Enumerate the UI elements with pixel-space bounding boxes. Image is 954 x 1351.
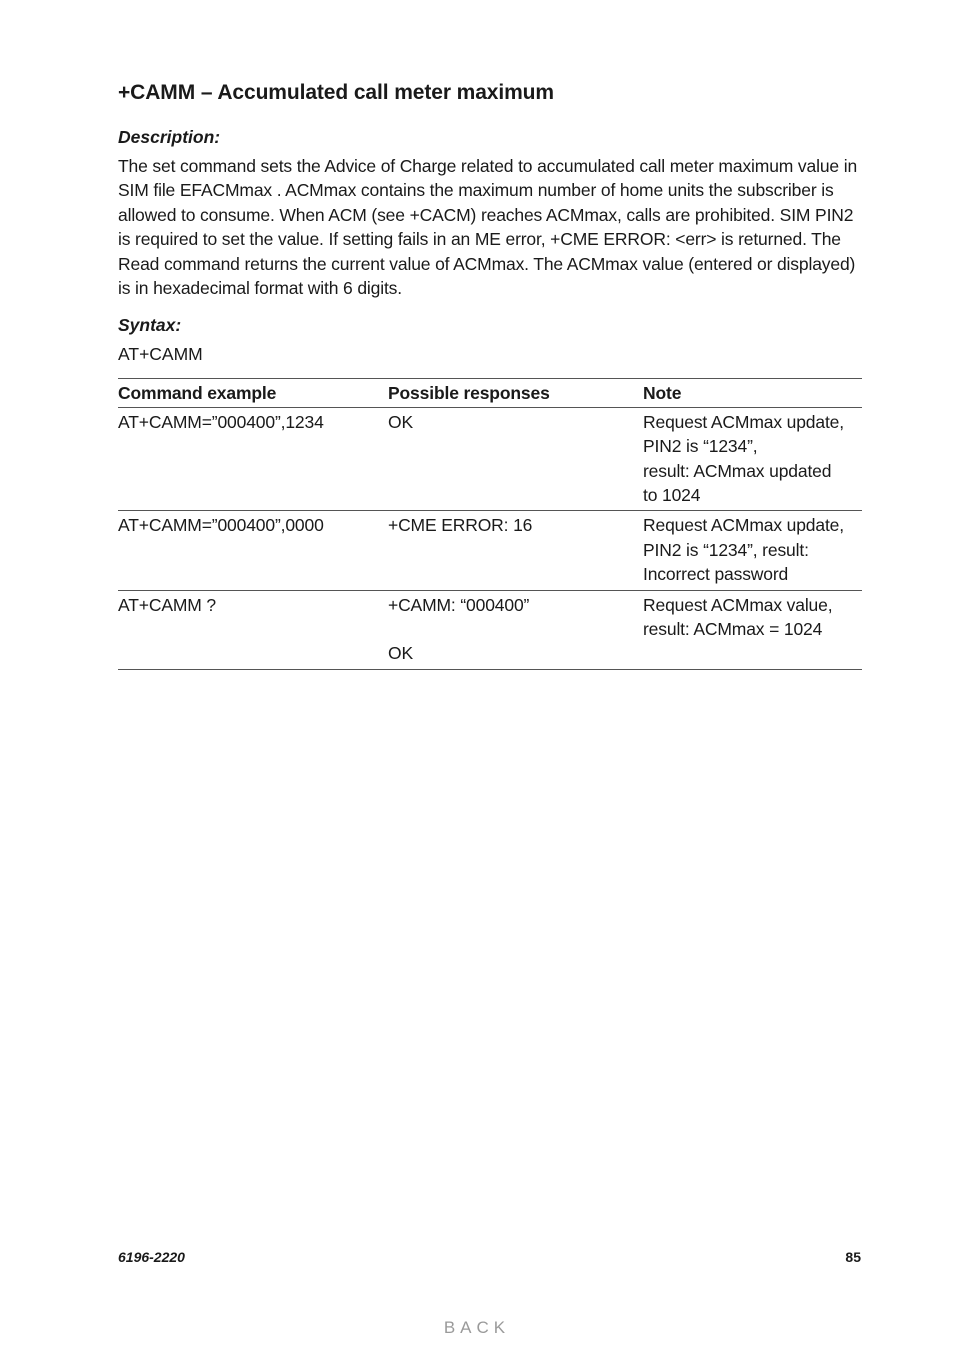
header-command-example: Command example — [118, 383, 277, 404]
command-cell — [118, 590, 388, 669]
response-spacer — [388, 617, 643, 641]
table-header-row — [118, 379, 862, 407]
table-row — [118, 590, 862, 669]
command-table — [118, 378, 862, 669]
back-link[interactable]: BACK — [443, 1318, 511, 1337]
command-text: AT+CAMM ? — [118, 594, 216, 615]
response-line: +CAMM: “000400” — [388, 594, 530, 615]
response-cell — [388, 511, 643, 590]
command-cell — [118, 407, 388, 511]
description-heading: Description: — [118, 127, 221, 147]
response-line: OK — [388, 411, 413, 432]
note-line: PIN2 is “1234”, — [643, 436, 758, 457]
command-text: AT+CAMM=”000400”,0000 — [118, 515, 324, 536]
note-line: result: ACMmax = 1024 — [643, 619, 823, 640]
note-line: Request ACMmax value, — [643, 594, 833, 615]
syntax-command: AT+CAMM — [118, 344, 203, 365]
note-line: Incorrect password — [643, 564, 789, 585]
document-page — [118, 78, 862, 670]
header-note: Note — [643, 383, 682, 404]
document-number: 6196-2220 — [118, 1249, 185, 1265]
note-cell — [643, 511, 862, 590]
description-text: The set command sets the Advice of Charge related to accumulated call meter maximum value in SIM file EFACMmax . ACMmax contains the maximum number of home units the subscriber is allowed to consume. When ACM (see +CACM) reaches ACMmax, calls are prohibited. SIM PIN2 is required to set the value. If setting fails in an ME error, +CME ERROR: <err> is returned. The Read command returns the current value of ACMmax. The ACMmax value (entered or displayed) is in hexadecimal format with 6 digits. — [118, 156, 858, 299]
command-cell — [118, 511, 388, 590]
response-line: OK — [388, 643, 413, 664]
table-row — [118, 407, 862, 511]
note-line: Request ACMmax update, — [643, 515, 844, 536]
note-line: PIN2 is “1234”, result: — [643, 539, 809, 560]
command-text: AT+CAMM=”000400”,1234 — [118, 411, 324, 432]
note-cell — [643, 407, 862, 511]
note-line: Request ACMmax update, — [643, 411, 844, 432]
note-line: to 1024 — [643, 485, 701, 506]
note-cell — [643, 590, 862, 669]
section-title: +CAMM – Accumulated call meter maximum — [118, 81, 554, 104]
page-number: 85 — [845, 1249, 861, 1265]
response-cell — [388, 590, 643, 669]
syntax-heading: Syntax: — [118, 315, 182, 336]
header-possible-responses: Possible responses — [388, 383, 550, 404]
table-row — [118, 511, 862, 590]
response-line: +CME ERROR: 16 — [388, 515, 533, 536]
response-cell — [388, 407, 643, 511]
note-line: result: ACMmax updated — [643, 460, 832, 481]
